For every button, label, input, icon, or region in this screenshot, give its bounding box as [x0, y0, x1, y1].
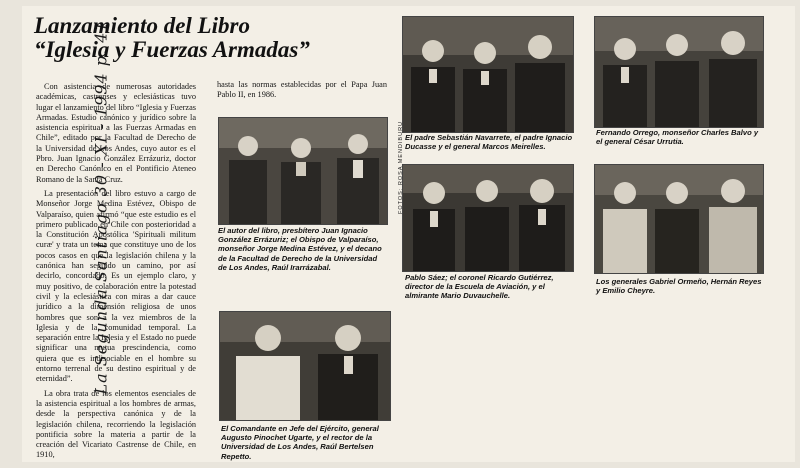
photo-1-caption: El autor del libro, presbítero Juan Ignacio González Errázuriz; el Obispo de Valparaíso, monseñor Jorge Medina Estévez, y el decano de la Facultad de Derecho de la Universidad de Los Andes, Raúl Irarrázabal. — [218, 226, 382, 272]
photo-3 — [594, 16, 764, 128]
article-column-2 — [217, 80, 387, 105]
photo-1 — [218, 117, 388, 225]
photo-4-caption: Pablo Sáez; el coronel Ricardo Gutiérrez, director de la Escuela de Aviación, y el almirante Mario Duvauchelle. — [405, 273, 554, 301]
photo-2-caption: El padre Sebastián Navarrete, el padre Ignacio Ducasse y el general Marcos Meirelles. — [405, 133, 573, 152]
photo-6-caption: El Comandante en Jefe del Ejército, general Augusto Pinochet Ugarte, y el rector de la Universidad de Los Andes, Raúl Bertelsen Repetto. — [221, 424, 379, 461]
photo-5-caption: Los generales Gabriel Ormeño, Hernán Reyes y Emilio Cheyre. — [596, 277, 762, 296]
photo-2 — [402, 16, 574, 133]
photo-5 — [594, 164, 764, 274]
photo-credit: FOTOS: ROSA MENDIBURU — [398, 120, 404, 214]
article-title — [34, 14, 364, 62]
article-paragraph: hasta las normas establecidas por el Papa Juan Pablo II, en 1986. — [217, 80, 387, 100]
title-line-2: “Iglesia y Fuerzas Armadas” — [34, 37, 310, 62]
title-line-1: Lanzamiento del Libro — [34, 13, 250, 38]
handwritten-annotation: La Segunda Santiago 30 - XI - 1994 p. 41 — [91, 20, 111, 395]
article-paragraph: La presentación del libro estuvo a cargo de Monseñor Jorge Medina Estévez, Obispo de Valparaíso, quien afirmó “que este estudio es el primero publicado en Chile con posterioridad a la Constitución Apostólica 'Spirituali militum curæ' y trata un tema que constituye uno de los pocos casos en que la legislación chilena y la canónica han seguido un camino, por así decirlo, concordado. Es un ejemplo claro, y muy positivo, de colaboración entre la potestad civil y la eclesiástica con miras a dar cauce jurídico a la dimensión religiosa de unos hombres que son a la vez miembros de la Iglesia y de la comunidad temporal. La separación entre la Iglesia y el Estado no puede significar una mutua prescindencia, como quiera que es indisociable en el hombre su entorno terrenal de su destino espiritual y de eternidad”. — [36, 188, 196, 384]
article-paragraph: La obra trata de los elementos esenciales de la asistencia espiritual a los hombres de armas, desde la perspectiva canónica y de la legislación chilena, recorriendo la legislación pontificia sobre la materia a partir de la creación del Vicariato Castrense de Chile, en 1910, — [36, 388, 196, 460]
article-column-1 — [36, 82, 196, 460]
photo-3-caption: Fernando Orrego, monseñor Charles Balvo y el general César Urrutia. — [596, 128, 759, 147]
photo-6 — [219, 311, 391, 421]
article-paragraph: Con asistencia de numerosas autoridades académicas, castrenses y eclesiásticas tuvo lugar el lanzamiento del libro “Iglesia y Fuerzas Armadas. Estudio canónico y jurídico sobre la asistencia espiritual a las Fuerzas Armadas en Chile”, editado por la Facultad de Derecho de la Universidad de Los Andes, cuyo autor es el Pbro. Juan Ignacio González Errázuriz, doctor en Derecho Canónico en el Pontificio Ateneo Romano de la Santa Cruz. — [36, 82, 196, 184]
photo-4 — [402, 164, 574, 272]
